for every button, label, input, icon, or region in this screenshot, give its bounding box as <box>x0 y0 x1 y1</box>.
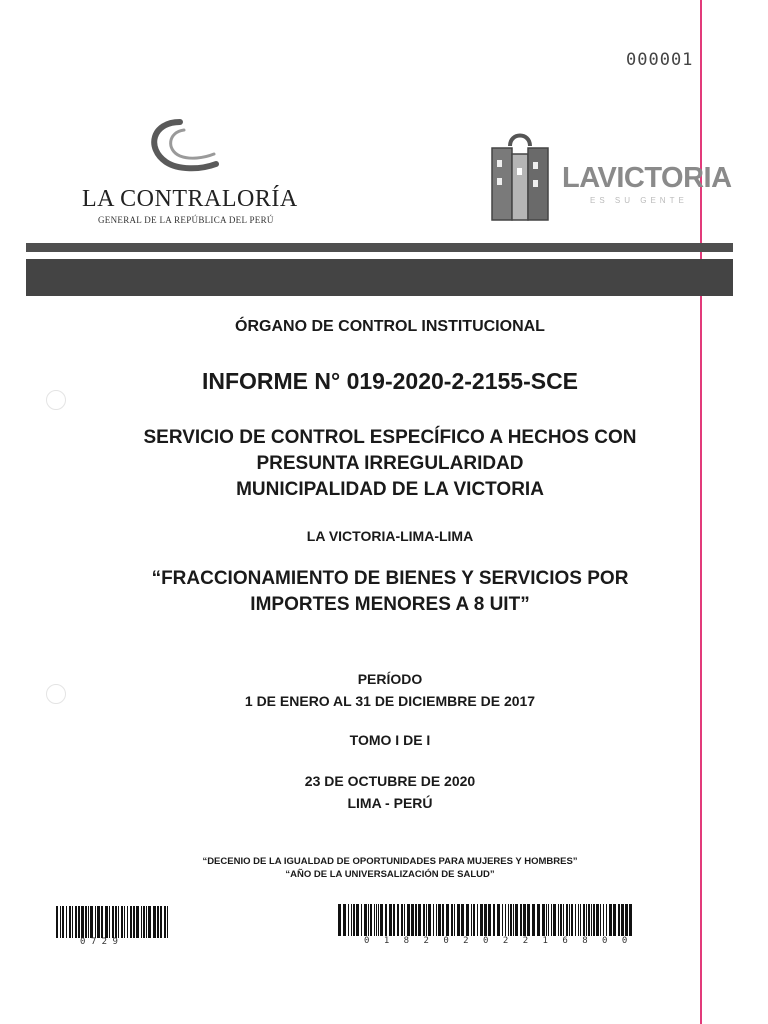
header-thin-bar <box>26 243 733 252</box>
servicio-line-1: SERVICIO DE CONTROL ESPECÍFICO A HECHOS CON <box>143 427 637 448</box>
volume-line: TOMO I DE I <box>349 732 431 748</box>
contraloria-swoosh-icon <box>144 118 224 174</box>
organo-heading: ÓRGANO DE CONTROL INSTITUCIONAL <box>235 318 545 335</box>
servicio-line-2: PRESUNTA IRREGULARIDAD <box>256 453 524 474</box>
informe-number: INFORME N° 019-2020-2-2155-SCE <box>201 368 579 394</box>
barcode-left-icon <box>56 906 168 938</box>
contraloria-subtitle: GENERAL DE LA REPÚBLICA DEL PERÚ <box>98 215 274 225</box>
motto-line-2: “AÑO DE LA UNIVERSALIZACIÓN DE SALUD” <box>285 869 495 880</box>
la-victoria-name: LAVICTORIA <box>562 162 732 194</box>
mottos-block <box>40 855 740 881</box>
la-victoria-building-icon <box>488 128 552 224</box>
period-label: PERÍODO <box>357 671 423 687</box>
motto-line-1: “DECENIO DE LA IGUALDAD DE OPORTUNIDADES PARA MUJERES Y HOMBRES” <box>202 856 578 867</box>
barcode-right-digits: 0 1 8 2 0 2 0 2 2 1 6 8 0 0 <box>364 936 632 946</box>
period-block <box>40 668 740 712</box>
folio-number: 000001 <box>626 50 694 70</box>
barcode-right-icon <box>338 904 634 936</box>
header-thick-bar <box>26 259 733 296</box>
contraloria-name: LA CONTRALORÍA <box>82 186 298 212</box>
location-line: LA VICTORIA-LIMA-LIMA <box>306 528 474 544</box>
barcode-left-digits: 0 7 2 9 <box>80 937 118 947</box>
contraloria-logo <box>82 118 322 228</box>
period-range: 1 DE ENERO AL 31 DE DICIEMBRE DE 2017 <box>244 693 536 709</box>
date-block <box>40 770 740 814</box>
issue-place: LIMA - PERÚ <box>347 795 433 811</box>
subject-line-2: IMPORTES MENORES A 8 UIT” <box>250 594 530 615</box>
servicio-title <box>40 425 740 503</box>
servicio-line-3: MUNICIPALIDAD DE LA VICTORIA <box>236 479 544 500</box>
punch-hole-top <box>46 390 66 410</box>
la-victoria-tagline: ES SU GENTE <box>590 196 688 205</box>
la-victoria-logo <box>488 128 732 228</box>
subject-line-1: “FRACCIONAMIENTO DE BIENES Y SERVICIOS POR <box>151 568 629 589</box>
punch-hole-bottom <box>46 684 66 704</box>
subject-title <box>40 566 740 618</box>
issue-date: 23 DE OCTUBRE DE 2020 <box>304 773 476 789</box>
